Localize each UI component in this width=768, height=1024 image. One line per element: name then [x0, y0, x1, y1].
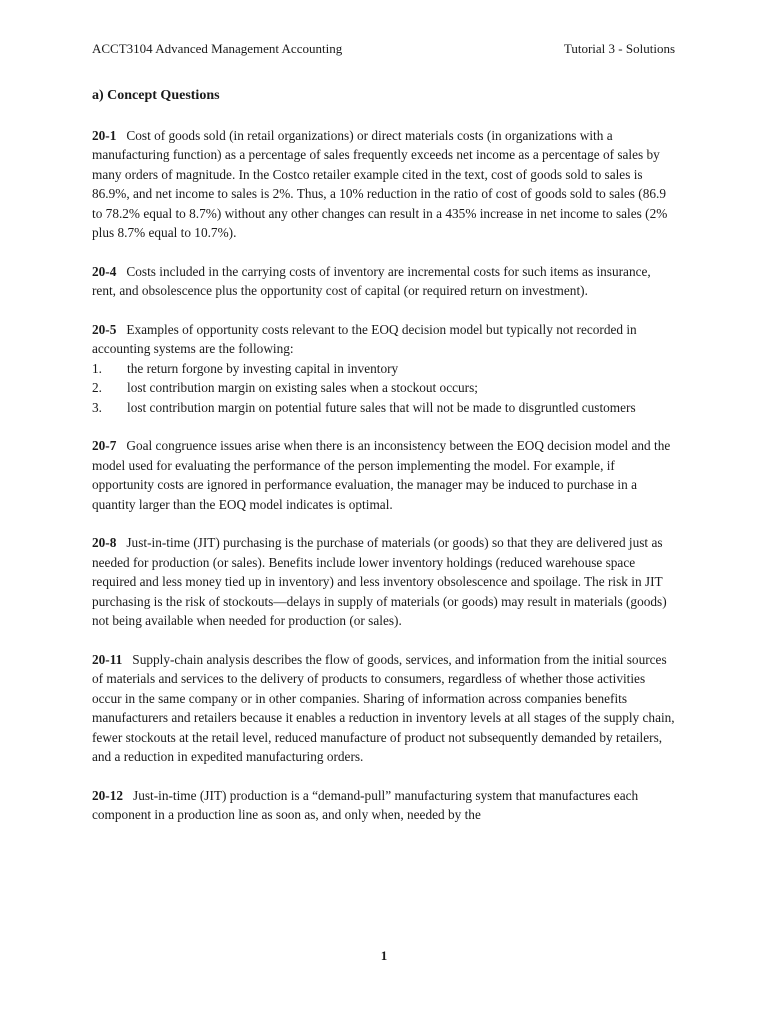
answer-text: Examples of opportunity costs relevant to the EOQ decision model but typically not recorded in accounting systems are the following: [92, 322, 637, 357]
list-item [92, 398, 675, 417]
answer-text: Costs included in the carrying costs of inventory are incremental costs for such items as insurance, rent, and obsolescence plus the opportunity cost of capital (or required return on investment). [92, 263, 651, 299]
answer-text: Just-in-time (JIT) purchasing is the purchase of materials (or goods) so that they are delivered just as needed for production (or sales). Benefits include lower inventory holdings (reduced warehouse space required and less money tied up in inventory) and less inventory obsolescence and spoilage. The risk in JIT purchasing is the risk of stockouts—delays in supply of materials (or goods) may result in materials (goods) not being available when needed for production (or sales). [92, 535, 667, 629]
list-item-number: 1. [92, 360, 102, 376]
page-number: 1 [380, 948, 388, 963]
answer-20-8 [92, 533, 675, 630]
question-number: 20-4 [92, 263, 117, 279]
opportunity-cost-list [92, 359, 675, 417]
question-number: 20-12 [92, 787, 124, 803]
list-item-number: 3. [92, 399, 102, 415]
document-body [92, 126, 675, 844]
answer-20-11 [92, 650, 675, 766]
list-item-text: the return forgone by investing capital in inventory [127, 360, 399, 376]
answer-text: Just-in-time (JIT) production is a “demand-pull” manufacturing system that manufactures each component in a production line as soon as, and only when, needed by the [92, 787, 639, 823]
answer-20-5 [92, 320, 675, 359]
answer-20-1 [92, 126, 675, 242]
question-number: 20-8 [92, 535, 117, 551]
answer-text: Cost of goods sold (in retail organizations) or direct materials costs (in organizations with a manufacturing function) as a percentage of sales frequently exceeds net income as a percentage of sales by many orders of magnitude. In the Costco retailer example cited in the text, cost of goods sold to sales is 86.9%, and net income to sales is 2%. Thus, a 10% reduction in the ratio of cost of goods sold to sales (86.9 to 78.2% equal to 8.7%) without any other changes can result in a 435% increase in net income to sales (2% plus 8.7% equal to 10.7%). [92, 128, 668, 241]
tutorial-title: Tutorial 3 - Solutions [563, 41, 675, 56]
list-item-number: 2. [92, 380, 102, 396]
list-item [92, 378, 675, 397]
answer-20-12 [92, 786, 675, 825]
answer-text: Goal congruence issues arise when there is an inconsistency between the EOQ decision model and the model used for evaluating the performance of the person implementing the model. For example, if opportunity costs are ignored in performance evaluation, the manager may be induced to purchase in a quantity larger than the EOQ model indicates is optimal. [92, 438, 671, 512]
question-number: 20-1 [92, 128, 117, 143]
list-item-text: lost contribution margin on potential future sales that will not be made to disgruntled customers [127, 399, 636, 415]
question-number: 20-11 [92, 651, 123, 667]
page-header [92, 41, 675, 57]
list-item [92, 359, 675, 378]
section-title: a) Concept Questions [92, 88, 220, 103]
question-number: 20-5 [92, 322, 117, 338]
question-number: 20-7 [92, 438, 117, 454]
answer-20-4 [92, 262, 675, 301]
list-item-text: lost contribution margin on existing sales when a stockout occurs; [127, 380, 478, 396]
course-title: ACCT3104 Advanced Management Accounting [92, 41, 343, 56]
answer-20-7 [92, 436, 675, 514]
answer-text: Supply-chain analysis describes the flow of goods, services, and information from the initial sources of materials and services to the delivery of products to consumers, regardless of whether those activities occur in the same company or in other companies. Sharing of information across companies benefits manufacturers and retailers because it enables a reduction in inventory levels at all stages of the supply chain, fewer stockouts at the retail level, reduced manufacture of product not subsequently demanded by retailers, and a reduction in expedited manufacturing orders. [92, 651, 675, 764]
